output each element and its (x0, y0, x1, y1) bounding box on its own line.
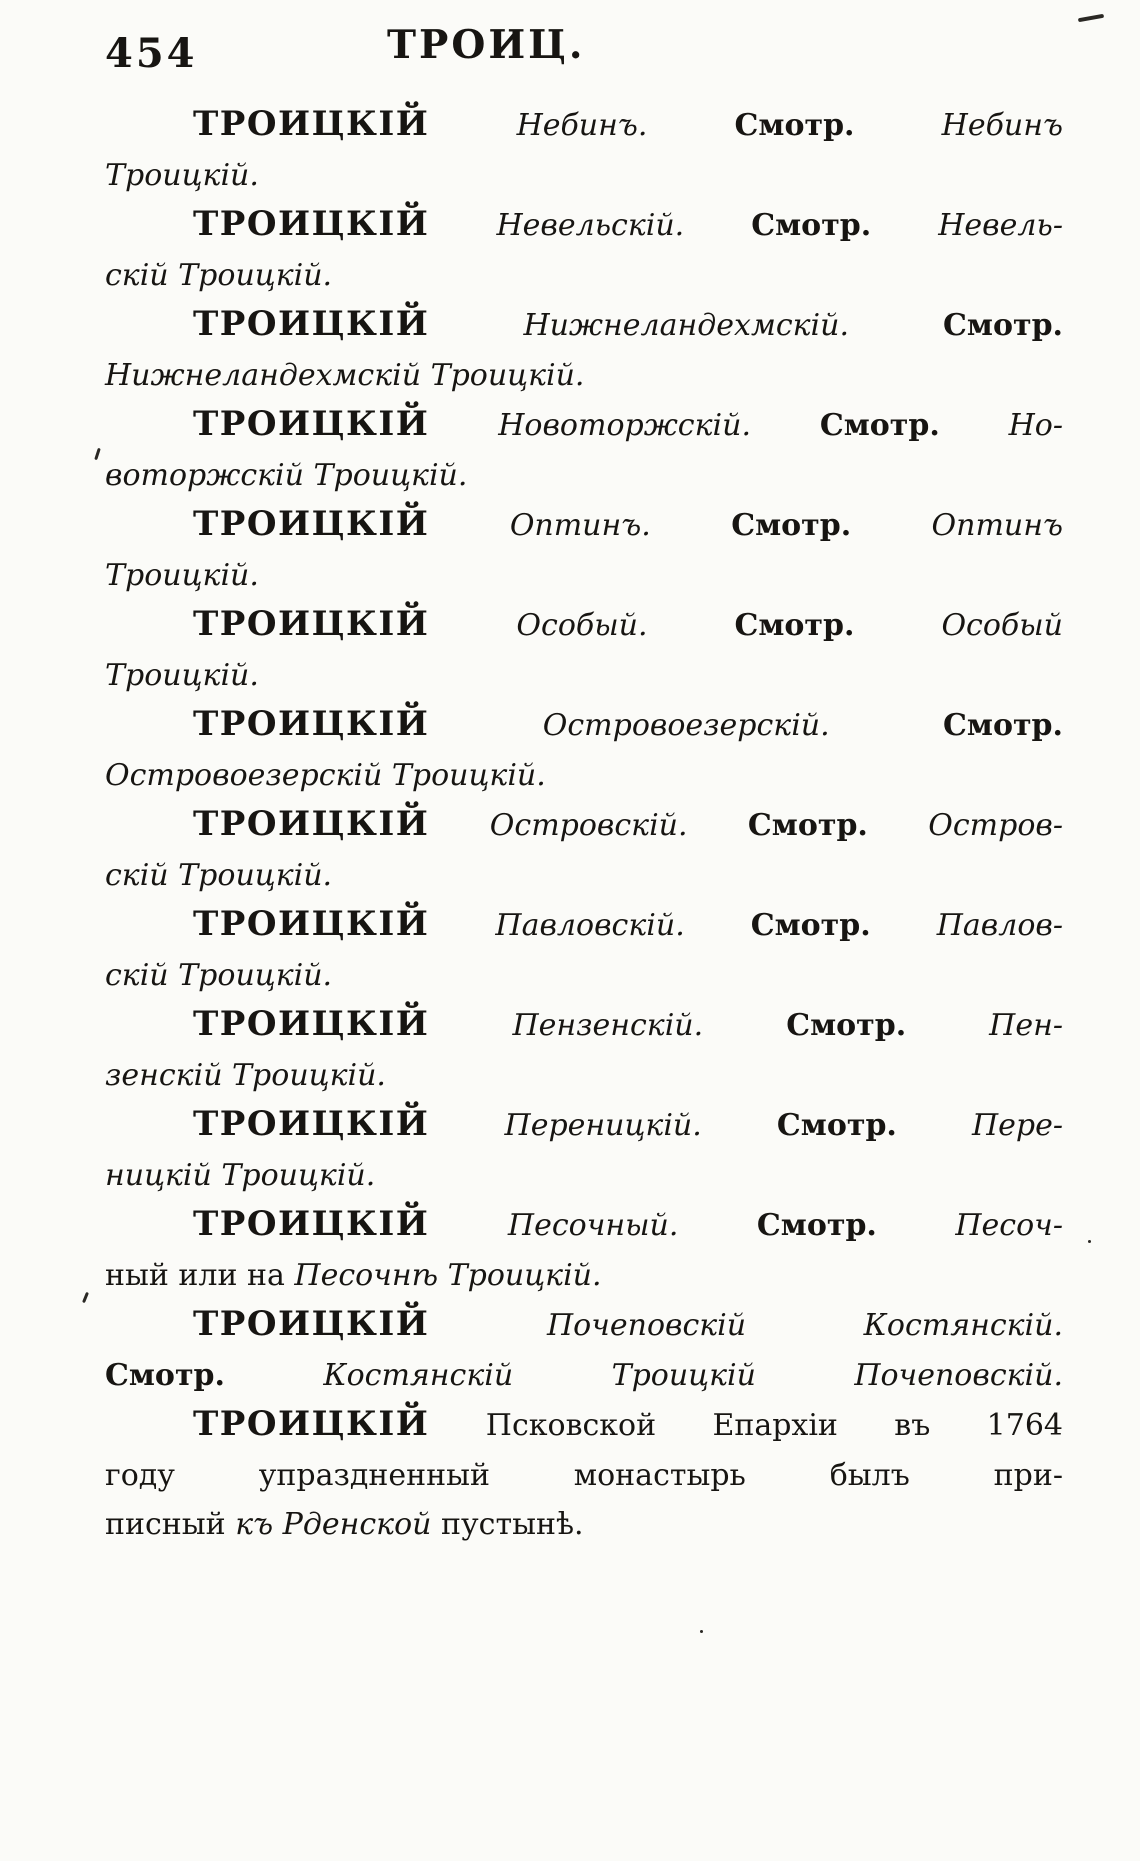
text-segment: Островоезерскій. (542, 708, 830, 743)
text-segment: Троицкій. (105, 157, 259, 193)
text-segment: Оптинъ. (509, 508, 651, 543)
text-segment: Но- (1008, 408, 1063, 443)
text-segment: Смотр. (756, 1208, 877, 1243)
running-header: ТРОИЦ. (387, 22, 586, 68)
text-segment: году упраздненный монастырь былъ при- (105, 1457, 1063, 1493)
text-segment: скій Троицкій. (105, 857, 333, 893)
text-segment: Смотр. (734, 608, 855, 643)
text-line (105, 1400, 1063, 1451)
text-line (105, 500, 1063, 551)
text-segment: Нижнеландехмскій. (523, 308, 850, 343)
text-segment: Пензенскій. (512, 1008, 704, 1043)
text-line (105, 1451, 1063, 1501)
text-line (105, 1351, 1063, 1401)
text-segment: Остров- (928, 808, 1063, 843)
text-segment: Невель- (938, 208, 1063, 243)
text-block (105, 100, 1063, 1550)
text-segment: Песочнѣ Троицкій. (294, 1257, 602, 1293)
text-line (105, 1051, 1063, 1101)
entry-headword: ТРОИЦКІЙ (193, 504, 430, 544)
text-segment: къ Рденской (235, 1507, 432, 1542)
text-line (105, 700, 1063, 751)
text-segment: Особый (941, 608, 1063, 643)
text-segment: Новоторжскій. (498, 408, 751, 443)
text-line (105, 351, 1063, 401)
text-line (105, 900, 1063, 951)
text-line (105, 1300, 1063, 1351)
text-segment: ный или на (105, 1257, 285, 1293)
text-segment: Псковской Епархіи въ 1764 (485, 1408, 1063, 1443)
text-segment: скій Троицкій. (105, 957, 333, 993)
text-segment: Смотр. (943, 708, 1063, 743)
text-segment: Смотр. (750, 908, 871, 943)
text-segment: Павлов- (936, 908, 1063, 943)
text-line (105, 951, 1063, 1001)
text-line (105, 200, 1063, 251)
text-segment: Песочный. (507, 1208, 679, 1243)
text-segment: Смотр. (734, 108, 855, 143)
text-segment: Смотр. (943, 308, 1063, 343)
text-segment: Смотр. (786, 1008, 907, 1043)
text-segment: Нижнеландехмскій Троицкій. (105, 357, 585, 393)
text-line (105, 751, 1063, 801)
entry-headword: ТРОИЦКІЙ (193, 604, 430, 644)
entry-headword: ТРОИЦКІЙ (193, 1404, 430, 1444)
entry-headword: ТРОИЦКІЙ (193, 104, 430, 144)
text-line (105, 600, 1063, 651)
text-segment: Островоезерскій Троицкій. (105, 757, 546, 793)
entry-headword: ТРОИЦКІЙ (193, 1304, 430, 1344)
text-segment: Невельскій. (496, 208, 685, 243)
entry-headword: ТРОИЦКІЙ (193, 1204, 430, 1244)
entry-headword: ТРОИЦКІЙ (193, 304, 430, 344)
text-segment: скій Троицкій. (105, 257, 333, 293)
text-segment: Песоч- (955, 1208, 1063, 1243)
text-segment: воторжскій Троицкій. (105, 457, 468, 493)
text-segment: писный (105, 1507, 226, 1542)
text-segment: Костянскій. (863, 1308, 1063, 1343)
text-line (105, 451, 1063, 501)
text-segment: Островскій. (489, 808, 688, 843)
text-segment: пустынѣ. (441, 1507, 584, 1542)
text-line (105, 100, 1063, 151)
entry-headword: ТРОИЦКІЙ (193, 204, 430, 244)
text-segment: Смотр. (776, 1108, 897, 1143)
text-line (105, 651, 1063, 701)
text-segment: Троицкій. (105, 557, 259, 593)
text-segment: Смотр. (105, 1357, 225, 1393)
text-segment: Павловскій. (495, 908, 685, 943)
entry-headword: ТРОИЦКІЙ (193, 404, 430, 444)
entry-headword: ТРОИЦКІЙ (193, 1004, 430, 1044)
text-line (105, 1500, 1063, 1550)
text-line (105, 300, 1063, 351)
text-line (105, 400, 1063, 451)
text-segment: Переницкій. (504, 1108, 702, 1143)
entry-headword: ТРОИЦКІЙ (193, 804, 430, 844)
text-segment: Небинъ (941, 108, 1063, 143)
text-segment: зенскій Троицкій. (105, 1057, 386, 1093)
scan-artifact (82, 1292, 89, 1303)
scan-artifact (94, 448, 101, 460)
entry-headword: ТРОИЦКІЙ (193, 704, 430, 744)
scan-artifact (700, 1630, 703, 1633)
page-number: 454 (105, 30, 198, 77)
page-header (105, 22, 1060, 78)
text-line (105, 1100, 1063, 1151)
text-segment: Троицкій. (105, 657, 259, 693)
text-segment: ницкій Троицкій. (105, 1157, 376, 1193)
text-line (105, 1251, 1063, 1301)
text-segment: Оптинъ (931, 508, 1063, 543)
text-segment: Особый. (516, 608, 648, 643)
text-segment: Пен- (989, 1008, 1063, 1043)
text-line (105, 151, 1063, 201)
text-line (105, 1151, 1063, 1201)
text-segment: Пере- (971, 1108, 1063, 1143)
text-segment: Смотр. (819, 408, 940, 443)
text-segment: Смотр. (751, 208, 872, 243)
text-segment: Смотр. (731, 508, 852, 543)
text-line (105, 851, 1063, 901)
text-line (105, 800, 1063, 851)
text-line (105, 551, 1063, 601)
entry-headword: ТРОИЦКІЙ (193, 1104, 430, 1144)
entry-headword: ТРОИЦКІЙ (193, 904, 430, 944)
text-line (105, 1200, 1063, 1251)
scan-artifact (1078, 14, 1104, 22)
text-line (105, 251, 1063, 301)
text-segment: Смотр. (747, 808, 868, 843)
text-segment: Костянскій Троицкій Почеповскій. (323, 1357, 1063, 1393)
text-segment: Почеповскій (546, 1308, 747, 1343)
text-segment: Небинъ. (516, 108, 648, 143)
scan-artifact (1088, 1240, 1091, 1243)
text-line (105, 1000, 1063, 1051)
